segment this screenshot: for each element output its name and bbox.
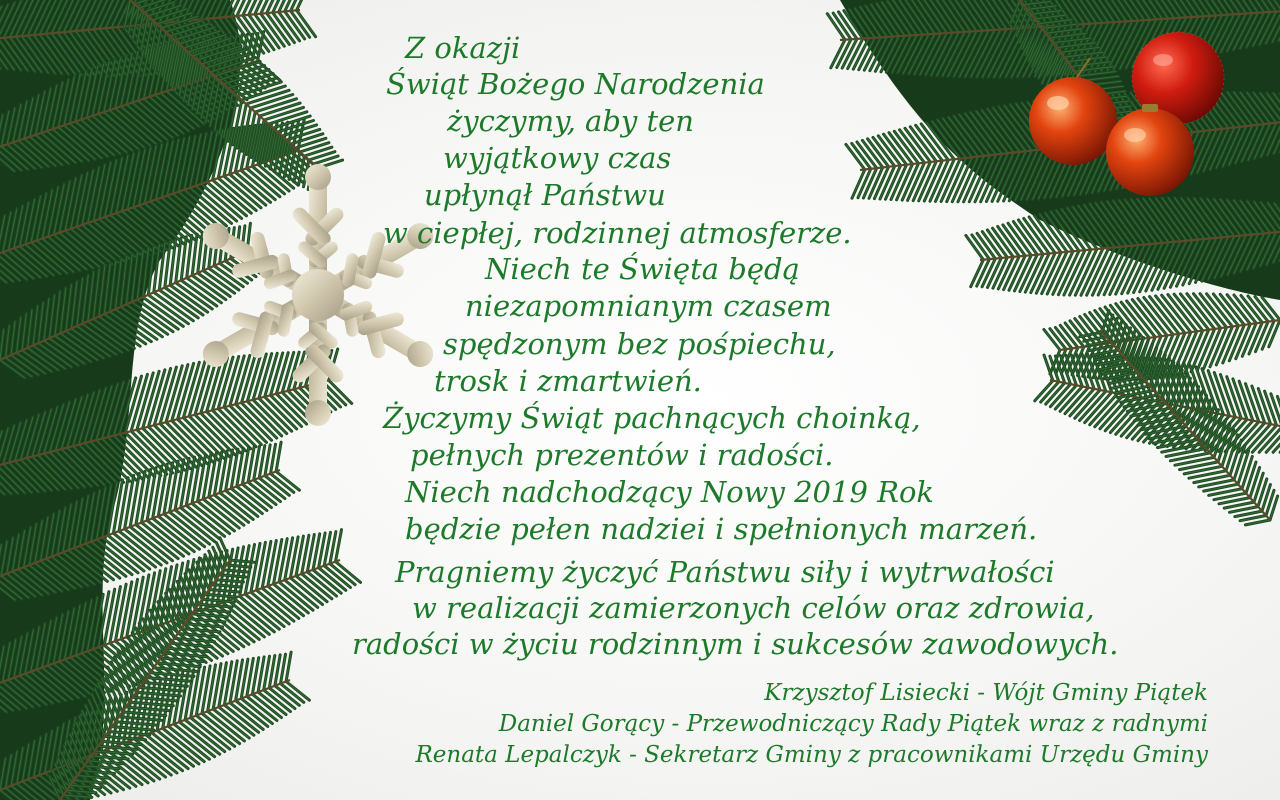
signature-line: Krzysztof Lisiecki - Wójt Gminy Piątek	[764, 680, 1208, 706]
greeting-line: Pragniemy życzyć Państwu siły i wytrwałości	[395, 555, 1055, 589]
greeting-line: Niech te Święta będą	[485, 252, 800, 286]
greeting-line: niezapomnianym czasem	[465, 289, 832, 323]
greeting-line: Z okazji	[405, 31, 521, 65]
signature-line: Renata Lepalczyk - Sekretarz Gminy z pracownikami Urzędu Gminy	[415, 742, 1208, 768]
greeting-line: Życzymy Świąt pachnących choinką,	[383, 401, 921, 435]
greeting-line: w ciepłej, rodzinnej atmosferze.	[383, 216, 852, 250]
greeting-line: radości w życiu rodzinnym i sukcesów zawodowych.	[352, 627, 1119, 661]
fir-branch-icon	[0, 0, 361, 800]
greeting-line: spędzonym bez pośpiechu,	[443, 327, 836, 361]
greeting-line: w realizacji zamierzonych celów oraz zdrowia,	[412, 591, 1095, 625]
greeting-line: życzymy, aby ten	[447, 104, 694, 138]
signature-line: Daniel Gorący - Przewodniczący Rady Piątek wraz z radnymi	[498, 711, 1208, 737]
greeting-line: Świąt Bożego Narodzenia	[386, 67, 765, 101]
greeting-line: pełnych prezentów i radości.	[410, 438, 834, 472]
greeting-line: upłynął Państwu	[424, 178, 666, 212]
greeting-line: wyjątkowy czas	[443, 141, 672, 175]
greeting-line: będzie pełen nadziei i spełnionych marzeń.	[405, 512, 1038, 546]
greeting-line: Niech nadchodzący Nowy 2019 Rok	[405, 475, 934, 509]
greeting-line: trosk i zmartwień.	[434, 364, 702, 398]
